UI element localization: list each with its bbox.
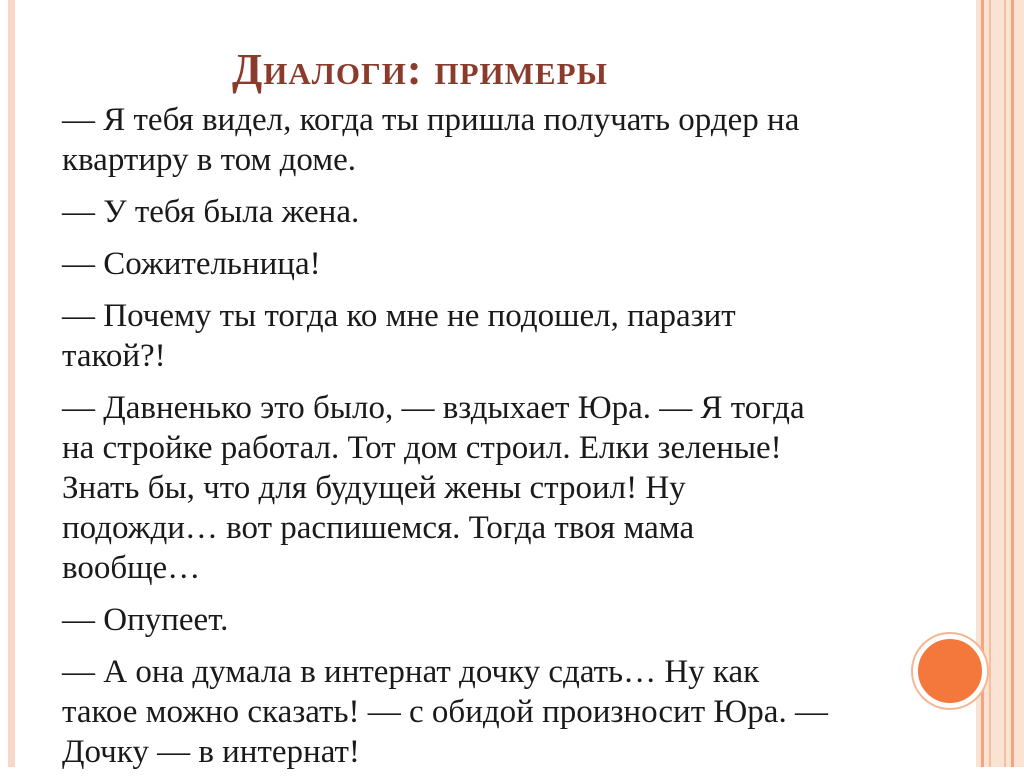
orange-circle-ornament (913, 634, 987, 708)
dialogue-line: — Сожительница! (62, 246, 321, 282)
dialogue-line: — Я тебя видел, когда ты пришла получать ордер на квартиру в том доме. (62, 102, 800, 178)
left-border-stripe (8, 0, 15, 767)
dialogue-line: — Опупеет. (62, 602, 229, 638)
right-decorative-line (1011, 0, 1014, 767)
right-decorative-line (989, 0, 991, 767)
dialogue-line: — Давненько это было, — вздыхает Юра. — Я тогда на стройке работал. Тот дом строил. Елки зеленые! Знать бы, что для будущей жены строил! Ну подожди… вот распишемся. Тогда твоя мама вообще… (62, 390, 805, 586)
dialogue-line: — У тебя была жена. (62, 194, 360, 230)
right-decorative-line (1004, 0, 1006, 767)
slide-title: Диалоги: примеры (232, 45, 608, 94)
dialogue-line: — А она думала в интернат дочку сдать… Ну как такое можно сказать! — с обидой произносит Юра. — Дочку — в интернат! (62, 654, 828, 770)
dialogue-body (62, 100, 922, 784)
dialogue-line: — Почему ты тогда ко мне не подошел, паразит такой?! (62, 298, 736, 374)
